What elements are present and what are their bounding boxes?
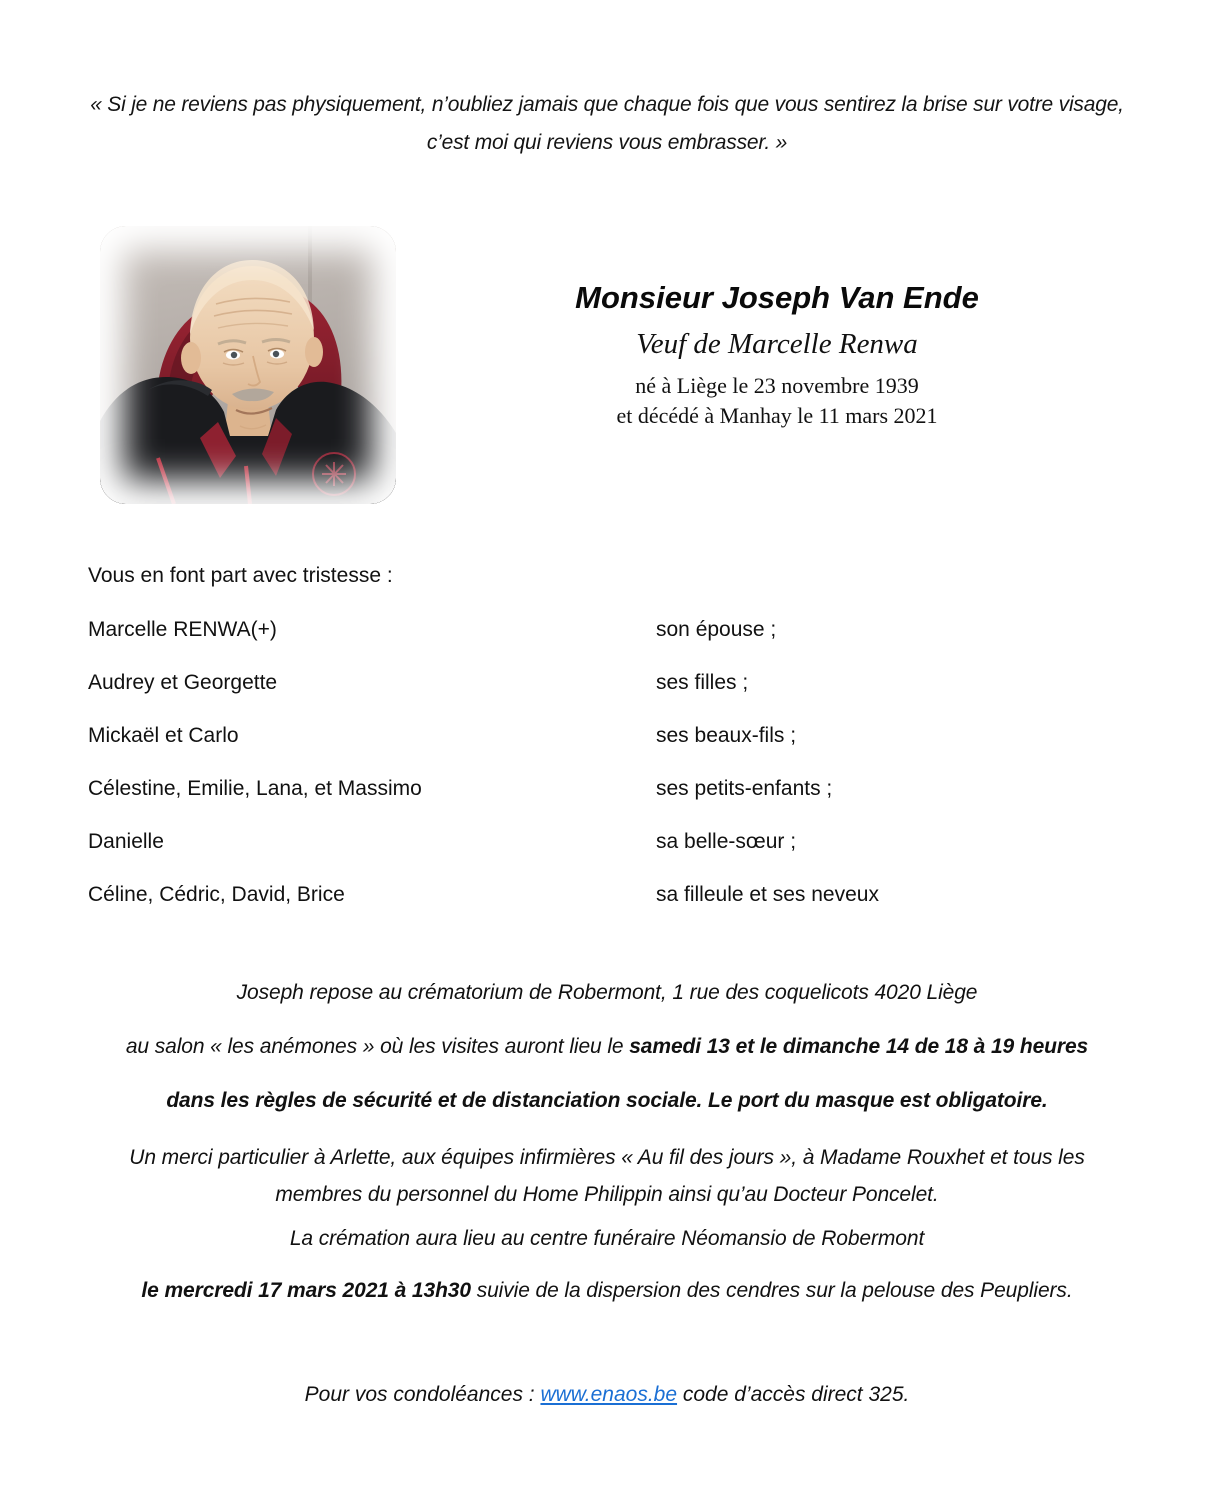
family-section bbox=[0, 562, 1214, 909]
visits-line bbox=[70, 1033, 1144, 1061]
birth-line: né à Liège le 23 novembre 1939 bbox=[635, 373, 919, 398]
death-line: et décédé à Manhay le 11 mars 2021 bbox=[616, 403, 938, 428]
family-names: Danielle bbox=[88, 830, 164, 853]
family-relation: ses beaux-fils ; bbox=[656, 724, 797, 747]
ceremony-details bbox=[0, 979, 1214, 1305]
condolences-suffix: code d’accès direct 325. bbox=[677, 1383, 910, 1406]
portrait-illustration bbox=[100, 226, 396, 504]
cremation-date: le mercredi 17 mars 2021 à 13h30 bbox=[141, 1279, 471, 1302]
identity-block bbox=[396, 226, 1214, 504]
family-relation: son épouse ; bbox=[656, 618, 777, 641]
condolences-link[interactable]: www.enaos.be bbox=[540, 1383, 678, 1406]
family-relation: ses filles ; bbox=[656, 671, 749, 694]
family-names: Marcelle RENWA(+) bbox=[88, 618, 277, 641]
rules-line: dans les règles de sécurité et de distanciation sociale. Le port du masque est obligatoire. bbox=[166, 1089, 1048, 1112]
memorial-quote: « Si je ne reviens pas physiquement, n’oubliez jamais que chaque fois que vous sentirez la brise sur votre visage, c’est moi qui reviens vous embrasser. » bbox=[90, 93, 1124, 154]
family-intro: Vous en font part avec tristesse : bbox=[88, 564, 393, 587]
family-names: Audrey et Georgette bbox=[88, 671, 278, 694]
cremation-suffix: suivie de la dispersion des cendres sur la pelouse des Peupliers. bbox=[470, 1279, 1073, 1302]
deceased-name: Monsieur Joseph Van Ende bbox=[575, 280, 979, 315]
family-relation: ses petits-enfants ; bbox=[656, 777, 833, 800]
thanks-line: Un merci particulier à Arlette, aux équipes infirmières « Au fil des jours », à Madame Rouxhet et tous les membres du personnel du Home Philippin ainsi qu’au Docteur Poncelet. bbox=[129, 1146, 1085, 1206]
visits-prefix: au salon « les anémones » où les visites auront lieu le bbox=[125, 1035, 630, 1058]
hero-section bbox=[0, 226, 1214, 504]
family-relation: sa belle-sœur ; bbox=[656, 830, 797, 853]
condolences-line bbox=[0, 1381, 1214, 1409]
family-names: Céline, Cédric, David, Brice bbox=[88, 883, 345, 906]
portrait-photo bbox=[100, 226, 396, 504]
visits-schedule: samedi 13 et le dimanche 14 de 18 à 19 heures bbox=[629, 1035, 1089, 1058]
condolences-prefix: Pour vos condoléances : bbox=[304, 1383, 541, 1406]
family-list bbox=[88, 616, 1126, 909]
cremation-date-line bbox=[70, 1277, 1144, 1305]
deceased-subtitle: Veuf de Marcelle Renwa bbox=[636, 328, 918, 360]
family-relation: sa filleule et ses neveux bbox=[656, 883, 879, 906]
cremation-line: La crémation aura lieu au centre funéraire Néomansio de Robermont bbox=[289, 1227, 925, 1250]
repose-line: Joseph repose au crématorium de Robermont, 1 rue des coquelicots 4020 Liège bbox=[236, 981, 978, 1004]
family-names: Mickaël et Carlo bbox=[88, 724, 239, 747]
family-names: Célestine, Emilie, Lana, et Massimo bbox=[88, 777, 422, 800]
